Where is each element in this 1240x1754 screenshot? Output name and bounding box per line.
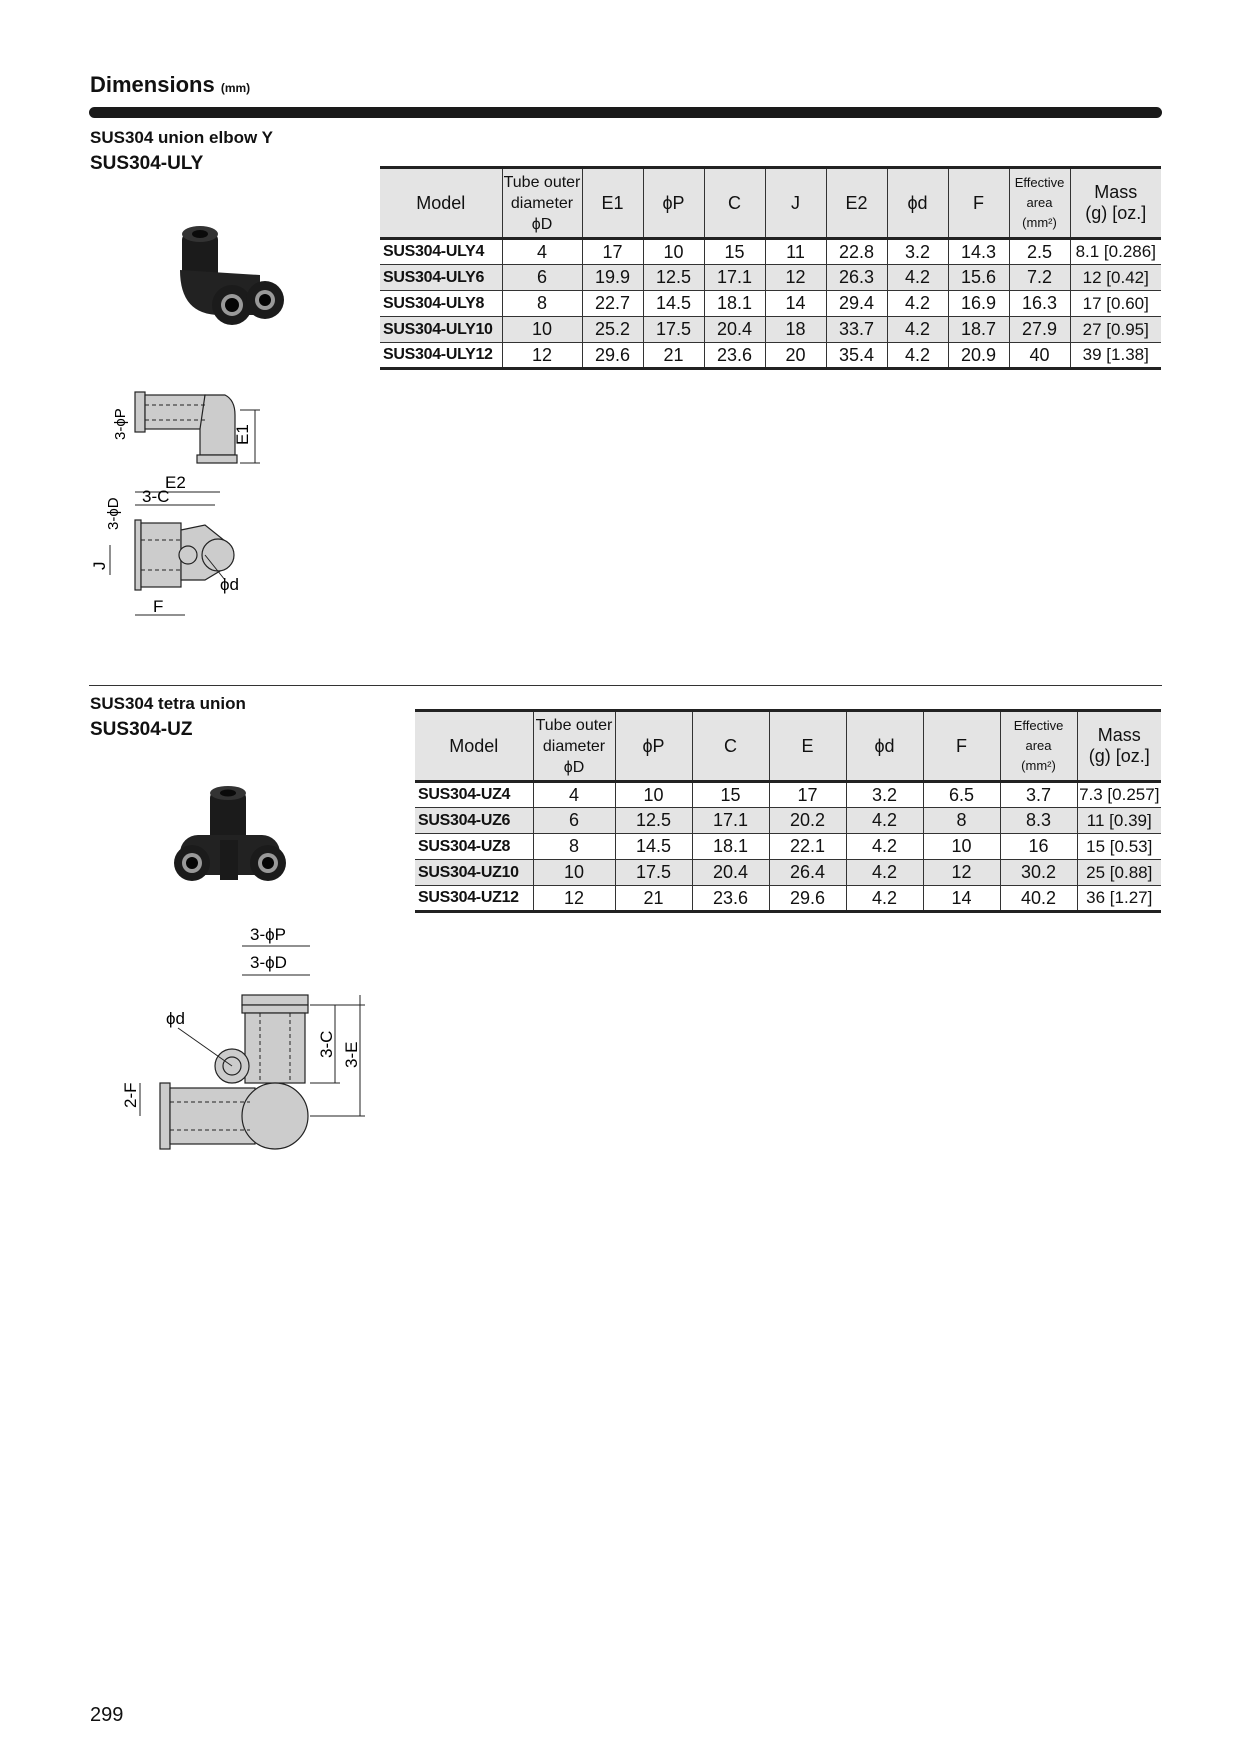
value-cell: 17	[769, 782, 846, 808]
value-cell: 4.2	[846, 860, 923, 886]
value-cell: 6	[502, 265, 582, 291]
column-header: C	[692, 711, 769, 782]
value-cell: 12	[502, 343, 582, 369]
column-header: ϕP	[643, 168, 704, 239]
value-cell: 25 [0.88]	[1077, 860, 1161, 886]
column-header: Effective area (mm²)	[1000, 711, 1077, 782]
value-cell: 15 [0.53]	[1077, 834, 1161, 860]
value-cell: 4	[502, 239, 582, 265]
model-cell: SUS304-UZ4	[418, 786, 511, 803]
table-row	[415, 834, 1161, 860]
page-title	[90, 72, 250, 98]
value-cell: 21	[615, 886, 692, 912]
model-cell: SUS304-ULY6	[383, 268, 485, 286]
drawing-label: J	[90, 561, 109, 570]
value-cell: 2.5	[1009, 239, 1070, 265]
product-photo-uz	[170, 785, 290, 885]
value-cell: 17.5	[643, 317, 704, 343]
drawing-label: 3-ϕD	[105, 497, 122, 530]
value-cell: 17.1	[692, 808, 769, 834]
value-cell: 17.1	[704, 265, 765, 291]
value-cell: 27.9	[1009, 317, 1070, 343]
drawing-label: 3-ϕD	[250, 953, 287, 972]
drawing-label: F	[153, 597, 164, 616]
table-row	[380, 291, 1161, 317]
drawing-label: E2	[165, 473, 186, 492]
value-cell: 23.6	[692, 886, 769, 912]
column-header: F	[948, 168, 1009, 239]
value-cell: 18.1	[704, 291, 765, 317]
column-header: ϕd	[846, 711, 923, 782]
value-cell: 14	[923, 886, 1000, 912]
column-header: E2	[826, 168, 887, 239]
value-cell: 12.5	[615, 808, 692, 834]
page-number: 299	[90, 1704, 124, 1726]
value-cell: 14.5	[615, 834, 692, 860]
value-cell: 35.4	[826, 343, 887, 369]
value-cell: 14	[765, 291, 826, 317]
value-cell: 6.5	[923, 782, 1000, 808]
drawing-label: 3-ϕP	[250, 925, 286, 944]
column-header: Mass (g) [oz.]	[1070, 168, 1161, 239]
value-cell: 17.5	[615, 860, 692, 886]
value-cell: 8	[533, 834, 615, 860]
column-header: Tube outer diameter ϕD	[502, 168, 582, 239]
column-header: ϕP	[615, 711, 692, 782]
value-cell: 22.8	[826, 239, 887, 265]
value-cell: 11 [0.39]	[1077, 808, 1161, 834]
model-cell: SUS304-UZ6	[418, 811, 511, 829]
value-cell: 16.3	[1009, 291, 1070, 317]
value-cell: 22.7	[582, 291, 643, 317]
value-cell: 12	[533, 886, 615, 912]
value-cell: 20.4	[704, 317, 765, 343]
value-cell: 29.6	[769, 886, 846, 912]
table-row	[415, 886, 1161, 912]
value-cell: 27 [0.95]	[1070, 317, 1161, 343]
value-cell: 15	[704, 239, 765, 265]
drawing-label: ϕd	[166, 1009, 185, 1028]
column-header: E	[769, 711, 846, 782]
value-cell: 4.2	[846, 834, 923, 860]
value-cell: 3.7	[1000, 782, 1077, 808]
value-cell: 20	[765, 343, 826, 369]
value-cell: 18.1	[692, 834, 769, 860]
value-cell: 14.3	[948, 239, 1009, 265]
drawing-label: 3-C	[142, 487, 170, 506]
value-cell: 3.2	[846, 782, 923, 808]
section-subtitle: SUS304 union elbow Y	[90, 128, 273, 147]
value-cell: 12.5	[643, 265, 704, 291]
value-cell: 40	[1009, 343, 1070, 369]
drawing-label: 3-E	[342, 1041, 361, 1068]
table-row	[380, 265, 1161, 291]
value-cell: 7.3 [0.257]	[1077, 782, 1161, 808]
dimension-drawing-uz	[110, 920, 380, 1150]
column-header: Effective area (mm²)	[1009, 168, 1070, 239]
drawing-label: 3-C	[317, 1030, 336, 1058]
value-cell: 15.6	[948, 265, 1009, 291]
value-cell: 12	[765, 265, 826, 291]
drawing-label: ϕd	[220, 575, 239, 594]
value-cell: 8	[502, 291, 582, 317]
product-photo-uly	[160, 220, 310, 330]
header-rule	[89, 107, 1162, 118]
column-header: ϕd	[887, 168, 948, 239]
value-cell: 4.2	[846, 886, 923, 912]
title-unit: (mm)	[220, 81, 251, 95]
value-cell: 8.1 [0.286]	[1070, 239, 1161, 265]
value-cell: 11	[765, 239, 826, 265]
drawing-label: 3-ϕP	[112, 408, 129, 440]
model-cell: SUS304-UZ10	[418, 863, 519, 881]
section-subtitle: SUS304 tetra union	[90, 694, 246, 713]
value-cell: 12	[923, 860, 1000, 886]
column-header: C	[704, 168, 765, 239]
value-cell: 4.2	[887, 317, 948, 343]
value-cell: 17	[582, 239, 643, 265]
value-cell: 17 [0.60]	[1070, 291, 1161, 317]
column-header: E1	[582, 168, 643, 239]
spec-table-uly	[380, 166, 1161, 370]
value-cell: 4.2	[846, 808, 923, 834]
spec-table-uz	[415, 709, 1161, 913]
value-cell: 40.2	[1000, 886, 1077, 912]
value-cell: 15	[692, 782, 769, 808]
table-row	[415, 860, 1161, 886]
model-cell: SUS304-UZ8	[418, 837, 511, 855]
value-cell: 10	[502, 317, 582, 343]
value-cell: 30.2	[1000, 860, 1077, 886]
value-cell: 4.2	[887, 343, 948, 369]
value-cell: 29.4	[826, 291, 887, 317]
table-header-row	[415, 711, 1161, 782]
value-cell: 26.4	[769, 860, 846, 886]
value-cell: 23.6	[704, 343, 765, 369]
value-cell: 20.2	[769, 808, 846, 834]
value-cell: 21	[643, 343, 704, 369]
table-row	[415, 782, 1161, 808]
section-model: SUS304-ULY	[90, 153, 204, 174]
value-cell: 8.3	[1000, 808, 1077, 834]
table-row	[380, 317, 1161, 343]
value-cell: 3.2	[887, 239, 948, 265]
value-cell: 12 [0.42]	[1070, 265, 1161, 291]
value-cell: 7.2	[1009, 265, 1070, 291]
value-cell: 36 [1.27]	[1077, 886, 1161, 912]
column-header: Model	[449, 735, 499, 756]
value-cell: 26.3	[826, 265, 887, 291]
value-cell: 4	[533, 782, 615, 808]
value-cell: 20.4	[692, 860, 769, 886]
value-cell: 39 [1.38]	[1070, 343, 1161, 369]
model-cell: SUS304-ULY8	[383, 294, 485, 312]
dimension-drawing-uly	[90, 380, 310, 630]
section-model: SUS304-UZ	[90, 719, 193, 740]
value-cell: 8	[923, 808, 1000, 834]
value-cell: 29.6	[582, 343, 643, 369]
column-header: Mass (g) [oz.]	[1077, 711, 1161, 782]
value-cell: 18.7	[948, 317, 1009, 343]
column-header: Tube outer diameter ϕD	[533, 711, 615, 782]
table-row	[380, 343, 1161, 369]
column-header: J	[765, 168, 826, 239]
value-cell: 25.2	[582, 317, 643, 343]
drawing-label: 2-F	[121, 1082, 140, 1108]
value-cell: 10	[923, 834, 1000, 860]
value-cell: 6	[533, 808, 615, 834]
value-cell: 10	[533, 860, 615, 886]
title-text: Dimensions	[90, 72, 215, 97]
table-row	[380, 239, 1161, 265]
value-cell: 19.9	[582, 265, 643, 291]
model-cell: SUS304-UZ12	[418, 889, 519, 906]
value-cell: 4.2	[887, 291, 948, 317]
model-cell: SUS304-ULY10	[383, 320, 493, 338]
value-cell: 10	[615, 782, 692, 808]
value-cell: 18	[765, 317, 826, 343]
value-cell: 20.9	[948, 343, 1009, 369]
section-divider	[89, 685, 1162, 686]
value-cell: 14.5	[643, 291, 704, 317]
table-header-row	[380, 168, 1161, 239]
model-cell: SUS304-ULY12	[383, 346, 493, 363]
table-row	[415, 808, 1161, 834]
drawing-label: E1	[233, 424, 252, 445]
column-header: Model	[416, 192, 466, 213]
value-cell: 16	[1000, 834, 1077, 860]
value-cell: 33.7	[826, 317, 887, 343]
column-header: F	[923, 711, 1000, 782]
value-cell: 22.1	[769, 834, 846, 860]
model-cell: SUS304-ULY4	[383, 243, 485, 260]
value-cell: 16.9	[948, 291, 1009, 317]
value-cell: 10	[643, 239, 704, 265]
value-cell: 4.2	[887, 265, 948, 291]
